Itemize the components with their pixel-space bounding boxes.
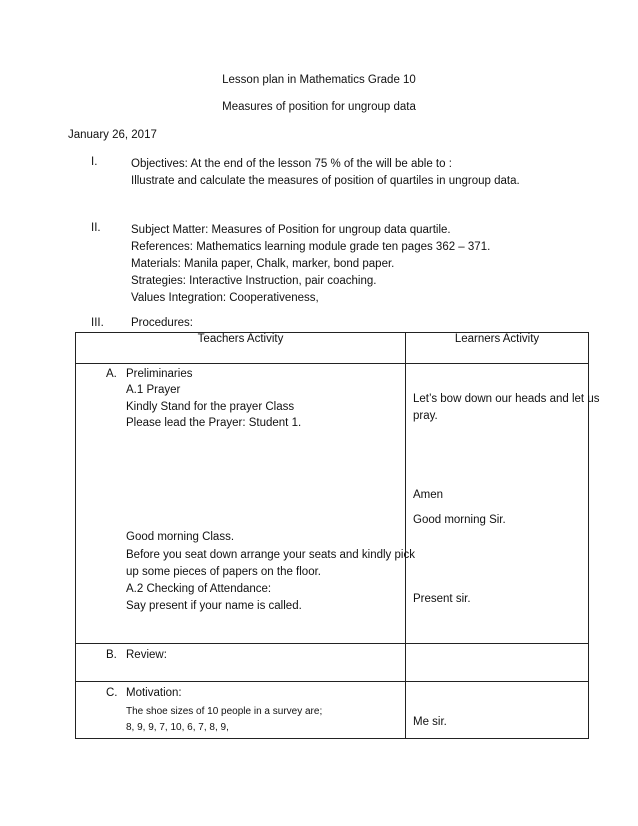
review-learner-cell	[406, 644, 589, 682]
table-row-review	[76, 644, 589, 682]
teacher-line: Kindly Stand for the prayer Class	[126, 401, 295, 413]
review-teacher-cell	[76, 644, 406, 682]
learner-line: Good morning Sir.	[413, 514, 506, 526]
subject-matter-line: Subject Matter: Measures of Position for ungroup data quartile.	[131, 224, 451, 236]
table-header-row	[76, 333, 589, 364]
motivation-learner-cell	[406, 682, 589, 739]
section-procedures-title: Procedures:	[131, 317, 194, 329]
preliminaries-teacher-cell	[76, 364, 415, 644]
teacher-line: Good morning Class.	[126, 531, 235, 543]
lesson-date: January 26, 2017	[68, 129, 157, 141]
section-objectives	[131, 156, 520, 190]
document-title: Lesson plan in Mathematics Grade 10	[222, 74, 416, 86]
section-subject-matter	[131, 222, 490, 307]
table-row-preliminaries	[76, 364, 589, 644]
teacher-line: Before you seat down arrange your seats and kindly pick	[126, 549, 415, 561]
section-numeral-procedures: III.	[91, 317, 104, 329]
motivation-title: Motivation:	[126, 687, 182, 699]
values-integration-line: Values Integration: Cooperativeness,	[131, 292, 319, 304]
section-numeral-subject-matter: II.	[91, 222, 101, 234]
learner-line: Me sir.	[413, 716, 447, 728]
objectives-line: Objectives: At the end of the lesson 75 % of the will be able to :	[131, 158, 452, 170]
motivation-letter: C.	[106, 687, 118, 699]
learner-line: pray.	[413, 410, 438, 422]
section-numeral-objectives: I.	[91, 156, 98, 168]
teacher-line: 8, 9, 9, 7, 10, 6, 7, 8, 9,	[126, 722, 229, 733]
review-title: Review:	[126, 649, 167, 661]
strategies-line: Strategies: Interactive Instruction, pair coaching.	[131, 275, 377, 287]
teacher-line: Say present if your name is called.	[126, 600, 302, 612]
document-subtitle: Measures of position for ungroup data	[222, 101, 416, 113]
motivation-teacher-cell	[76, 682, 406, 739]
teacher-line: Please lead the Prayer: Student 1.	[126, 417, 302, 429]
materials-line: Materials: Manila paper, Chalk, marker, bond paper.	[131, 258, 395, 270]
objectives-line: Illustrate and calculate the measures of position of quartiles in ungroup data.	[131, 175, 520, 187]
teacher-line: A.1 Prayer	[126, 384, 181, 396]
learner-line: Present sir.	[413, 593, 471, 605]
table-row-motivation	[76, 682, 589, 739]
preliminaries-learner-cell	[406, 364, 600, 644]
header-learners-activity: Learners Activity	[406, 333, 589, 364]
references-line: References: Mathematics learning module grade ten pages 362 – 371.	[131, 241, 491, 253]
procedures-table	[75, 332, 600, 739]
review-letter: B.	[106, 649, 117, 661]
header-teachers-activity: Teachers Activity	[76, 333, 406, 364]
preliminaries-letter: A.	[106, 368, 117, 380]
teacher-line: up some pieces of papers on the floor.	[126, 566, 321, 578]
preliminaries-title: Preliminaries	[126, 368, 193, 380]
teacher-line: A.2 Checking of Attendance:	[126, 583, 272, 595]
learner-line: Let’s bow down our heads and let us	[413, 393, 600, 405]
teacher-line: The shoe sizes of 10 people in a survey are;	[126, 706, 323, 717]
learner-line: Amen	[413, 489, 444, 501]
